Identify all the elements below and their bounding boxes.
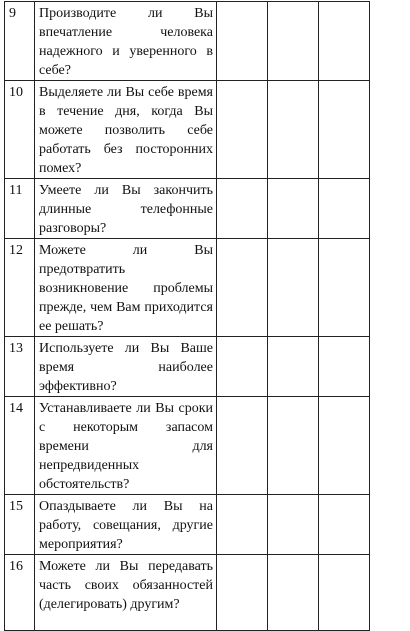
answer-cell[interactable] [268, 81, 319, 179]
answer-cell[interactable] [319, 179, 370, 239]
question-number: 16 [5, 555, 35, 631]
table-row [5, 239, 370, 337]
answer-cell[interactable] [217, 495, 268, 555]
answer-cell[interactable] [319, 337, 370, 397]
question-number: 15 [5, 495, 35, 555]
table-row [5, 555, 370, 631]
question-text: Опаздываете ли Вы на работу, совещания, другие мероприятия? [35, 495, 217, 555]
question-text: Устанавливаете ли Вы сроки с некоторым запасом времени для непредвиденных обстоятельств? [35, 397, 217, 495]
answer-cell[interactable] [319, 2, 370, 81]
table-row [5, 397, 370, 495]
question-number: 14 [5, 397, 35, 495]
question-text: Можете ли Вы предотвратить возникновение проблемы прежде, чем Вам приходится ее решать? [35, 239, 217, 337]
question-text: Используете ли Вы Ваше время наиболее эффективно? [35, 337, 217, 397]
answer-cell[interactable] [217, 81, 268, 179]
answer-cell[interactable] [319, 495, 370, 555]
question-number: 9 [5, 2, 35, 81]
answer-cell[interactable] [268, 495, 319, 555]
question-number: 12 [5, 239, 35, 337]
question-text: Выделяете ли Вы себе время в течение дня, когда Вы можете позволить себе работать без посторонних помех? [35, 81, 217, 179]
answer-cell[interactable] [217, 2, 268, 81]
answer-cell[interactable] [217, 337, 268, 397]
table-row [5, 495, 370, 555]
table-row [5, 2, 370, 81]
answer-cell[interactable] [319, 555, 370, 631]
question-text: Можете ли Вы передавать часть своих обязанностей (делегировать) другим? [35, 555, 217, 631]
answer-cell[interactable] [268, 2, 319, 81]
answer-cell[interactable] [319, 397, 370, 495]
answer-cell[interactable] [217, 239, 268, 337]
answer-cell[interactable] [217, 555, 268, 631]
answer-cell[interactable] [217, 179, 268, 239]
question-number: 13 [5, 337, 35, 397]
table-row [5, 179, 370, 239]
answer-cell[interactable] [217, 397, 268, 495]
question-number: 10 [5, 81, 35, 179]
answer-cell[interactable] [268, 337, 319, 397]
questionnaire-table [4, 1, 370, 631]
table-row [5, 337, 370, 397]
answer-cell[interactable] [268, 555, 319, 631]
answer-cell[interactable] [319, 81, 370, 179]
question-number: 11 [5, 179, 35, 239]
answer-cell[interactable] [268, 397, 319, 495]
question-text: Производите ли Вы впечатление человека надежного и уверенного в себе? [35, 2, 217, 81]
question-text: Умеете ли Вы закончить длинные телефонные разговоры? [35, 179, 217, 239]
answer-cell[interactable] [268, 179, 319, 239]
answer-cell[interactable] [268, 239, 319, 337]
table-row [5, 81, 370, 179]
answer-cell[interactable] [319, 239, 370, 337]
